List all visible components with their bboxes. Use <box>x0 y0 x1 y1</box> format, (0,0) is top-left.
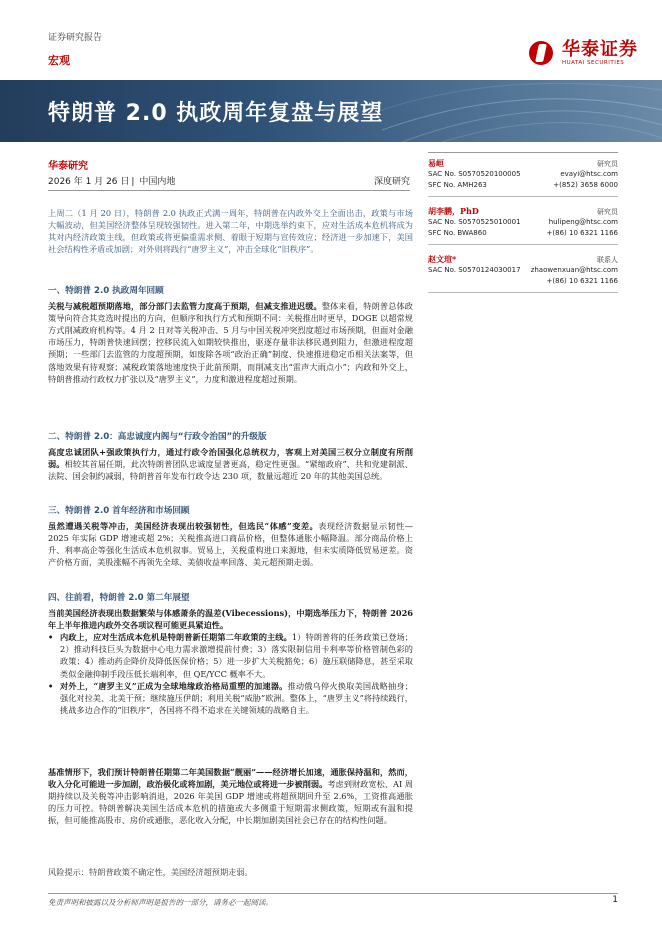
side-divider <box>428 152 618 153</box>
logo-name-en: HUATAI SECURITIES <box>562 60 625 66</box>
report-category: 宏观 <box>48 54 70 67</box>
risk-warning: 风险提示：特朗普政策不确定性，美国经济超预期走弱。 <box>48 867 253 877</box>
section-text: 整体来看，特朗普总体政策导向符合其竞选时提出的方向，但顺序和执行方式和预期不同：关税推出时更早，DOGE 以超常规方式削减政府机构等。4 月 2 日对等关税冲击、5 月与中国关税冲突烈度超过市场预期，但面对金融市场压力，特朗普快速回摆；控移民流入如期较快推出，驱逐存量非法移民遇到阻力，但激进程度超预期；一些部门去监管的力度超预期，如废除各项“政治正确”制度、快速推进稳定币相关法案等，但落地效果有待观察；减税政策落地速度快于此前预期，而削减支出“雷声大雨点小”；内政和外交上，特朗普推动行政权力扩张以及“唐罗主义”，力度和激进程度超过预期。 <box>48 301 413 384</box>
report-kind: 深度研究 <box>373 177 410 187</box>
analyst-name: 胡李鹏，PhD <box>428 206 479 216</box>
section-text: 表现经济数据显示韧性—2025 年实际 GDP 增速或超 2%；关税推高进口商品价格，但整体通胀小幅降温。部分商品价格上升、利率高企等强化生活成本危机叙事。贸易上，关税重构进口来源地，但未实质降低贸易逆差。资产价格方面，美股涨幅不再领先全球、美债收益率回落、美元超预期走弱。 <box>48 521 413 568</box>
meta-divider <box>48 190 410 191</box>
footer-divider <box>48 893 618 894</box>
analyst-card <box>428 251 618 293</box>
bullet-lead: 内政上，应对生活成本危机是特朗普新任期第二年政策的主线。 <box>60 632 292 643</box>
analyst-email-link[interactable]: hulipeng@htsc.com <box>548 218 618 226</box>
analyst-sfc: SFC No. AMH263 <box>428 180 487 189</box>
report-date: 2026 年 1 月 26 日 <box>48 177 130 187</box>
analyst-card <box>428 203 618 245</box>
analyst-role: 研究员 <box>597 160 618 168</box>
analyst-sac: SAC No. S0570520100005 <box>428 170 521 178</box>
section-heading: 四、往前看，特朗普 2.0 第二年展望 <box>48 593 190 603</box>
analyst-sac: SAC No. S0570124030017 <box>428 266 521 274</box>
section-lead: 高度忠诚团队+强政策执行力，通过行政令治国强化总统权力，客观上对美国三权分立制度有所削弱。 <box>48 447 413 470</box>
analyst-name: 赵文瑄* <box>428 254 457 264</box>
footer-disclaimer: 免责声明和披露以及分析师声明是报告的一部分，请务必一起阅读。 <box>48 898 273 907</box>
section-heading: 三、特朗普 2.0 首年经济和市场回顾 <box>48 506 190 516</box>
conclusion <box>48 766 413 826</box>
analyst-phone: +(852) 3658 6000 <box>553 180 618 189</box>
analyst-email-link[interactable]: evayi@htsc.com <box>560 170 618 178</box>
analyst-role: 联系人 <box>597 256 618 264</box>
report-region: 中国内地 <box>139 177 176 187</box>
bullet-lead: 对外上，“唐罗主义”正成为全球地缘政治格局重塑的加速器。 <box>60 680 288 691</box>
bullet-text: 推动俄乌停火换取美国战略抽身；强化对拉美、北美干预；继续施压伊朗；利用关税“威胁”欧洲。整体上，“唐罗主义”将持续践行，挑战多边合作的“旧秩序”，各国将不得不追求在关键领域的战略自主。 <box>60 680 413 715</box>
section-heading: 二、特朗普 2.0：高忠诚度内阁与“行政令治国”的升级版 <box>48 432 267 442</box>
analyst-sfc: SFC No. BWA860 <box>428 228 487 237</box>
title-banner <box>0 80 662 142</box>
section-2 <box>48 431 413 482</box>
banner-decoration-icon <box>382 80 662 142</box>
bullet-text: 1）特朗普将的任务政策已登场；2）推动科技巨头为数据中心电力需求激增提前付费；3）落实限制信用卡利率等价格管制色彩的政策；4）推动药企降价及降低医保价格；5）进一步扩大关税豁免；6）施压联储降息，甚至采取类似金融抑制手段压低长端利率，但 QE/YCC 概率不大。 <box>60 632 413 679</box>
section-1 <box>48 285 413 385</box>
company-logo <box>526 38 638 68</box>
org-name: 华泰研究 <box>48 161 88 172</box>
report-header <box>0 0 662 80</box>
conclusion-lead: 基准情形下，我们预计特朗普任期第二年美国数据“靓丽”——经济增长加速，通胀保持温和，然而，收入分化可能进一步加剧，政治极化或将加剧，美元地位或将进一步被削弱。 <box>48 767 413 790</box>
abstract-text: 上周二（1 月 20 日），特朗普 2.0 执政正式满一周年，特朗普在内政外交上全面出击，政策与市场大幅波动，但美国经济整体呈现较强韧性。进入第二年，中期选举约束下，应对生活成本危机将成为其对内经济政策主线，但政策或将更偏重需求侧、着眼于短期与宣传效应；经济进一步加速下，美国社会结构性矛盾或加剧；对外则将践行“唐罗主义”，冲击全球化“旧秩序”。 <box>48 208 413 255</box>
page-number: 1 <box>612 895 618 905</box>
analyst-phone: +(86) 10 6321 1166 <box>546 276 618 285</box>
logo-mark-icon <box>526 38 556 68</box>
report-type: 证券研究报告 <box>48 33 103 43</box>
page-title: 特朗普 2.0 执政周年复盘与展望 <box>48 101 384 126</box>
analyst-phone: +(86) 10 6321 1166 <box>546 228 618 237</box>
logo-name-cn: 华泰证券 <box>562 39 638 60</box>
analyst-panel <box>428 155 618 299</box>
section-4 <box>48 592 413 716</box>
abstract <box>48 207 413 255</box>
section-3 <box>48 505 413 568</box>
section-lead: 虽然遭遇关税等冲击，美国经济表现出较强韧性，但选民“体感”变差。 <box>48 521 319 532</box>
conclusion-text: 考虑到财政宽松、AI 周期持续以及关税等冲击影响消退，2026 年美国 GDP 增速或将超预期回升至 2.6%，工资推高通胀的压力可控。特朗普解决美国生活成本危机的措施或大多侧重于短期需求侧政策，短期或有温和提振，但可能推高股市、房价或通胀，恶化收入分配，中长期加剧美国社会已存在的结构性问题。 <box>48 779 413 826</box>
report-meta: 2026 年 1 月 26 日 | 中国内地 深度研究 <box>48 174 410 187</box>
section-heading: 一、特朗普 2.0 执政周年回顾 <box>48 286 164 296</box>
analyst-name: 易峘 <box>428 158 444 168</box>
list-item: • 内政上，应对生活成本危机是特朗普新任期第二年政策的主线。1）特朗普将的任务政策已登场；2）推动科技巨头为数据中心电力需求激增提前付费；3）落实限制信用卡利率等价格管制色彩的政策；4）推动药企降价及降低医保价格；5）进一步扩大关税豁免；6）施压联储降息，甚至采取类似金融抑制手段压低长端利率，但 QE/YCC 概率不大。 <box>48 632 413 679</box>
section-lead: 关税与减税超预期落地，部分部门去监管力度高于预期，但减支推进迟缓。 <box>48 301 322 312</box>
list-item: • 对外上，“唐罗主义”正成为全球地缘政治格局重塑的加速器。推动俄乌停火换取美国战略抽身；强化对拉美、北美干预；继续施压伊朗；利用关税“威胁”欧洲。整体上，“唐罗主义”将持续践行，挑战多边合作的“旧秩序”，各国将不得不追求在关键领域的战略自主。 <box>48 680 413 715</box>
analyst-sac: SAC No. S0570525010001 <box>428 218 521 226</box>
section-text: 相较其首届任期，此次特朗普团队忠诚度显著更高，稳定性更强。“紧缩政府”、共和党建制派、法院、国会制约减弱，特朗普首年发布行政令达 230 项，数量远超近 20 年的其他美国总统。 <box>48 459 413 482</box>
section-lead: 当前美国经济表现出数据繁荣与体感萧条的温差(Vibecessions)，中期选举压力下，特朗普 2026 年上半年推进内政外交各项议程可能更具紧迫性。 <box>48 608 413 631</box>
analyst-card <box>428 155 618 197</box>
analyst-role: 研究员 <box>597 208 618 216</box>
analyst-email-link[interactable]: zhaowenxuan@htsc.com <box>530 266 618 274</box>
